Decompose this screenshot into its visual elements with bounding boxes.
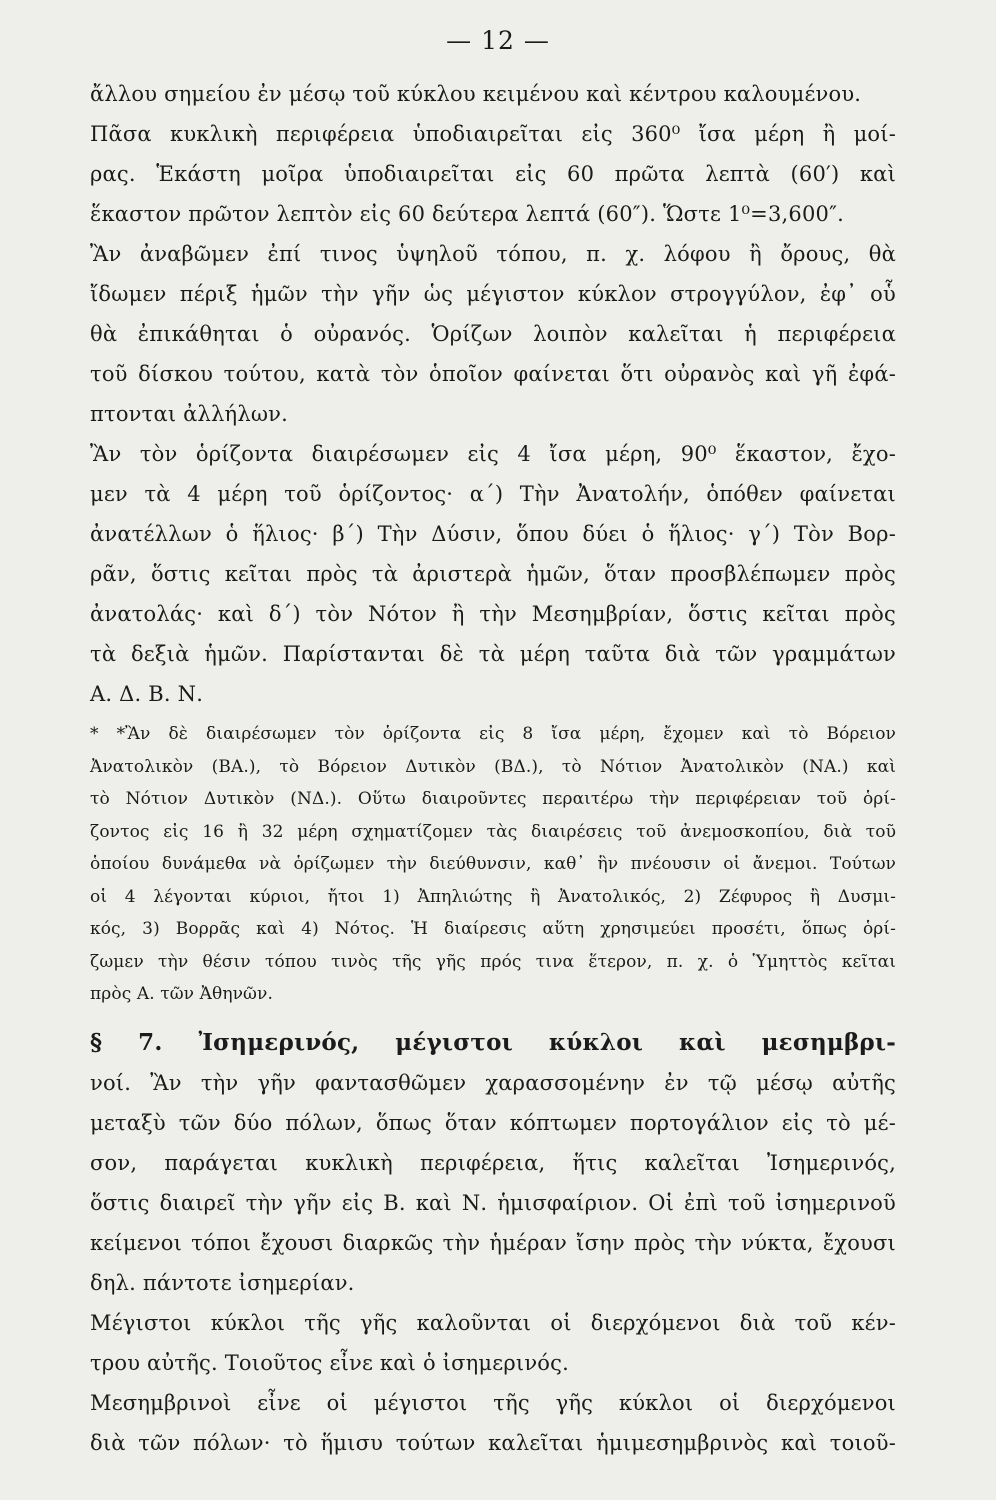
text-line: διὰ τῶν πόλων· τὸ ἥμισυ τούτων καλεῖται ἡμιμεσημβρινὸς καὶ τοιοῦ- xyxy=(90,1430,896,1455)
text-line: νοί. Ἂν τὴν γῆν φαντασθῶμεν χαρασσομένην ἐν τῷ μέσῳ αὐτῆς xyxy=(90,1070,896,1095)
footnote-line: Ἀνατολικὸν (ΒΑ.), τὸ Βόρειον Δυτικὸν (ΒΔ.), τὸ Νότιον Ἀνατολικὸν (ΝΑ.) καὶ xyxy=(90,756,896,777)
text-line: δηλ. πάντοτε ἰσημερίαν. xyxy=(90,1270,355,1295)
text-line: Μέγιστοι κύκλοι τῆς γῆς καλοῦνται οἱ διερχόμενοι διὰ τοῦ κέν- xyxy=(90,1310,896,1335)
footnote-line: ζωμεν τὴν θέσιν τόπου τινὸς τῆς γῆς πρός τινα ἕτερον, π. χ. ὁ Ὑμηττὸς κεῖται xyxy=(90,951,896,972)
text-line: ὅστις διαιρεῖ τὴν γῆν εἰς Β. καὶ Ν. ἡμισφαίριον. Οἱ ἐπὶ τοῦ ἰσημερινοῦ xyxy=(90,1190,896,1215)
paragraph-circle-division xyxy=(90,114,896,234)
section-heading: § 7. Ἰσημερινός, μέγιστοι κύκλοι καὶ μεσημβρι- xyxy=(90,1028,896,1056)
text-line: Ἂν τὸν ὁρίζοντα διαιρέσωμεν εἰς 4 ἴσα μέρη, 90⁰ ἕκαστον, ἔχο- xyxy=(90,442,896,466)
paragraph-cardinal-points xyxy=(90,434,896,714)
footnote-line: * *Ἂν δὲ διαιρέσωμεν τὸν ὁρίζοντα εἰς 8 ἴσα μέρη, ἔχομεν καὶ τὸ Βόρειον xyxy=(90,724,896,744)
text-line: τρου αὐτῆς. Τοιοῦτος εἶνε καὶ ὁ ἰσημερινός. xyxy=(90,1350,569,1375)
text-line: Ἂν ἀναβῶμεν ἐπί τινος ὑψηλοῦ τόπου, π. χ. λόφου ἢ ὄρους, θὰ xyxy=(90,242,896,266)
section-7-equator xyxy=(90,1023,896,1303)
footnote-line: πρὸς Α. τῶν Ἀθηνῶν. xyxy=(90,984,273,1004)
page-body xyxy=(90,74,896,1463)
footnote xyxy=(90,718,896,1011)
text-line: πτονται ἀλλήλων. xyxy=(90,402,288,426)
footnote-line: ὁποίου δυνάμεθα νὰ ὁρίζωμεν τὴν διεύθυνσιν, καθ᾽ ἣν πνέουσιν οἱ ἄνεμοι. Τούτων xyxy=(90,854,896,874)
text-line: μεταξὺ τῶν δύο πόλων, ὅπως ὅταν κόπτωμεν πορτογάλιον εἰς τὸ μέ- xyxy=(90,1110,896,1135)
text-line: ἕκαστον πρῶτον λεπτὸν εἰς 60 δεύτερα λεπτά (60″). Ὥστε 1⁰=3,600″. xyxy=(90,202,844,226)
paragraph-intro xyxy=(90,74,896,114)
text-line: Πᾶσα κυκλικὴ περιφέρεια ὑποδιαιρεῖται εἰς 360⁰ ἴσα μέρη ἢ μοί- xyxy=(90,122,896,146)
paragraph-great-circles xyxy=(90,1303,896,1383)
text-line: ἀνατολάς· καὶ δ΄) τὸν Νότον ἢ τὴν Μεσημβρίαν, ὅστις κεῖται πρὸς xyxy=(90,602,896,626)
footnote-line: κός, 3) Βορρᾶς καὶ 4) Νότος. Ἡ διαίρεσις αὕτη χρησιμεύει προσέτι, ὅπως ὁρί- xyxy=(90,919,896,939)
text-line: ρας. Ἑκάστη μοῖρα ὑποδιαιρεῖται εἰς 60 πρῶτα λεπτὰ (60′) καὶ xyxy=(90,162,896,186)
text-line: μεν τὰ 4 μέρη τοῦ ὁρίζοντος· α΄) Τὴν Ἀνατολήν, ὁπόθεν φαίνεται xyxy=(90,482,896,506)
text-line: θὰ ἐπικάθηται ὁ οὐρανός. Ὁρίζων λοιπὸν καλεῖται ἡ περιφέρεια xyxy=(90,322,896,346)
footnote-line: οἱ 4 λέγονται κύριοι, ἤτοι 1) Ἀπηλιώτης ἢ Ἀνατολικός, 2) Ζέφυρος ἢ Δυσμι- xyxy=(90,886,896,907)
text-line: ἀνατέλλων ὁ ἥλιος· β΄) Τὴν Δύσιν, ὅπου δύει ὁ ἥλιος· γ΄) Τὸν Βορ- xyxy=(90,522,896,546)
text-line: σον, παράγεται κυκλικὴ περιφέρεια, ἥτις καλεῖται Ἰσημερινός, xyxy=(90,1150,896,1175)
footnote-line: τὸ Νότιον Δυτικὸν (ΝΔ.). Οὕτω διαιροῦντες περαιτέρω τὴν περιφέρειαν τοῦ ὁρί- xyxy=(90,789,896,809)
text-line: ἴδωμεν πέριξ ἡμῶν τὴν γῆν ὡς μέγιστον κύκλον στρογγύλον, ἐφ᾽ οὗ xyxy=(90,282,896,306)
text-line: ἄλλου σημείου ἐν μέσῳ τοῦ κύκλου κειμένου καὶ κέντρου καλουμένου. xyxy=(90,82,862,106)
text-line: Α. Δ. Β. Ν. xyxy=(90,682,204,706)
page-number: — 12 — xyxy=(446,26,550,55)
text-line: ρᾶν, ὅστις κεῖται πρὸς τὰ ἀριστερὰ ἡμῶν, ὅταν προσβλέπωμεν πρὸς xyxy=(90,562,896,586)
text-line: Μεσημβρινοὶ εἶνε οἱ μέγιστοι τῆς γῆς κύκλοι οἱ διερχόμενοι xyxy=(90,1390,896,1415)
text-line: τὰ δεξιὰ ἡμῶν. Παρίστανται δὲ τὰ μέρη ταῦτα διὰ τῶν γραμμάτων xyxy=(90,642,896,666)
paragraph-horizon xyxy=(90,234,896,434)
paragraph-meridians xyxy=(90,1383,896,1463)
footnote-line: ζοντος εἰς 16 ἢ 32 μέρη σχηματίζομεν τὰς διαιρέσεις τοῦ ἀνεμοσκοπίου, διὰ τοῦ xyxy=(90,821,896,842)
text-line: κείμενοι τόποι ἔχουσι διαρκῶς τὴν ἡμέραν ἴσην πρὸς τὴν νύκτα, ἔχουσι xyxy=(90,1230,896,1255)
text-line: τοῦ δίσκου τούτου, κατὰ τὸν ὁποῖον φαίνεται ὅτι οὐρανὸς καὶ γῆ ἐφά- xyxy=(90,362,896,386)
